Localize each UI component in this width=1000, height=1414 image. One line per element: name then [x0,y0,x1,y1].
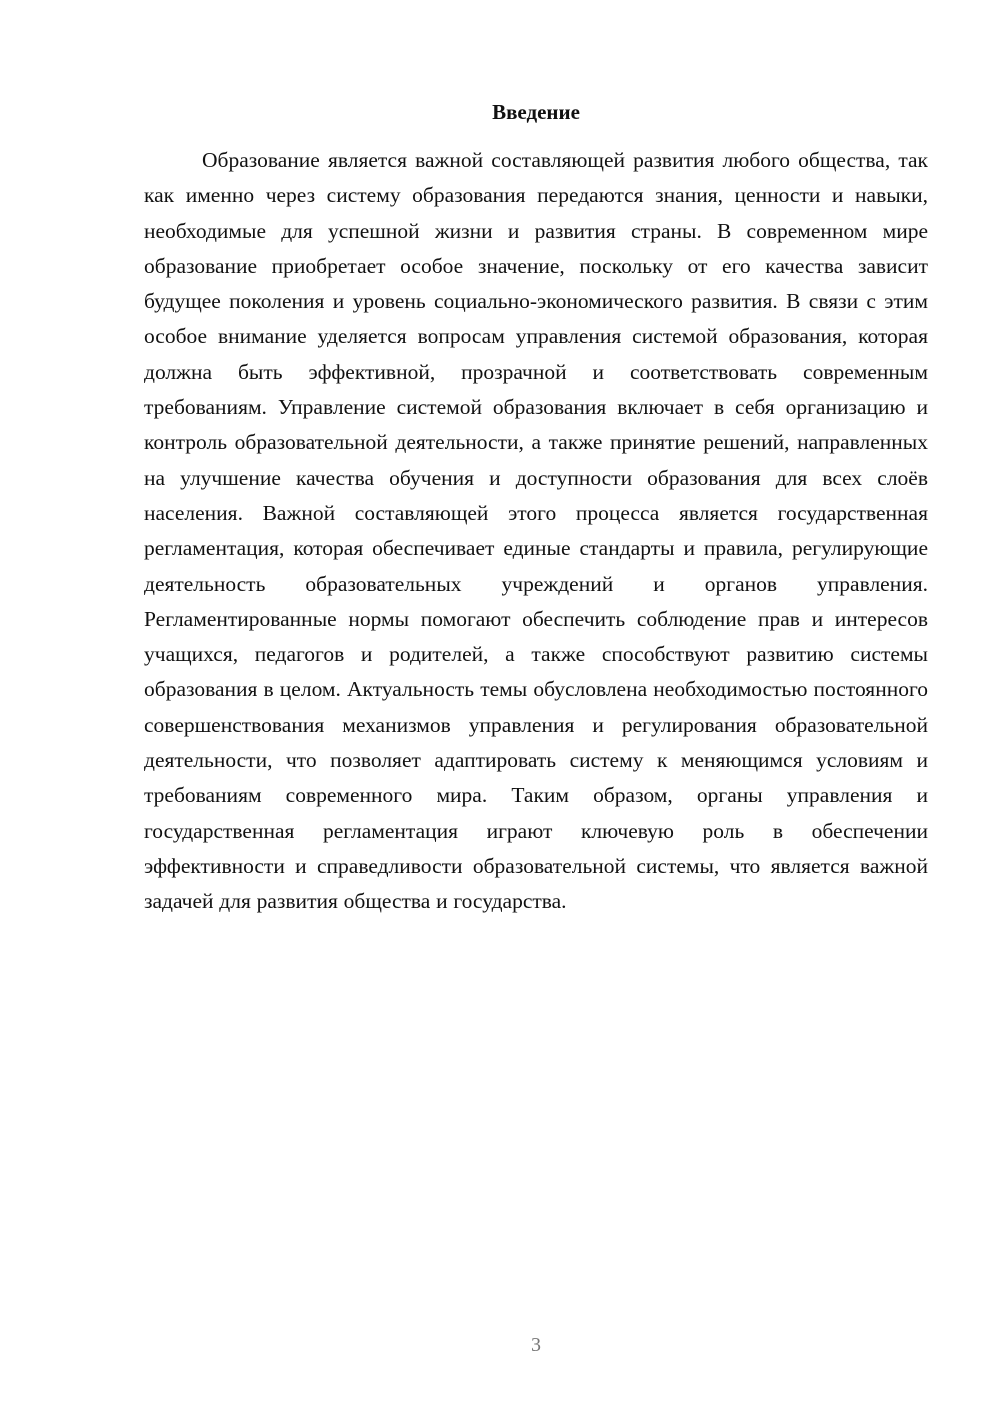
section-heading: Введение [492,100,580,124]
page-number: 3 [531,1334,541,1356]
body-paragraph: Образование является важной составляющей развития любого общества, так как именно через систему образования передаются знания, ценности и навыки, необходимые для успешной жизни и развития страны. В современном мире образование приобретает особое значение, поскольку от его качества зависит будущее поколения и уровень социально-экономического развития. В связи с этим особое внимание уделяется вопросам управления системой образования, которая должна быть эффективной, прозрачной и соответствовать современным требованиям. Управление системой образования включает в себя организацию и контроль образовательной деятельности, а также принятие решений, направленных на улучшение качества обучения и доступности образования для всех слоёв населения. Важной составляющей этого процесса является государственная регламентация, которая обеспечивает единые стандарты и правила, регулирующие деятельность образовательных учреждений и органов управления. Регламентированные нормы помогают обеспечить соблюдение прав и интересов учащихся, педагогов и родителей, а также способствуют развитию системы образования в целом. Актуальность темы обусловлена необходимостью постоянного совершенствования механизмов управления и регулирования образовательной деятельности, что позволяет адаптировать систему к меняющимся условиям и требованиям современного мира. Таким образом, органы управления и государственная регламентация играют ключевую роль в обеспечении эффективности и справедливости образовательной системы, что является важной задачей для развития общества и государства. [144,148,928,914]
